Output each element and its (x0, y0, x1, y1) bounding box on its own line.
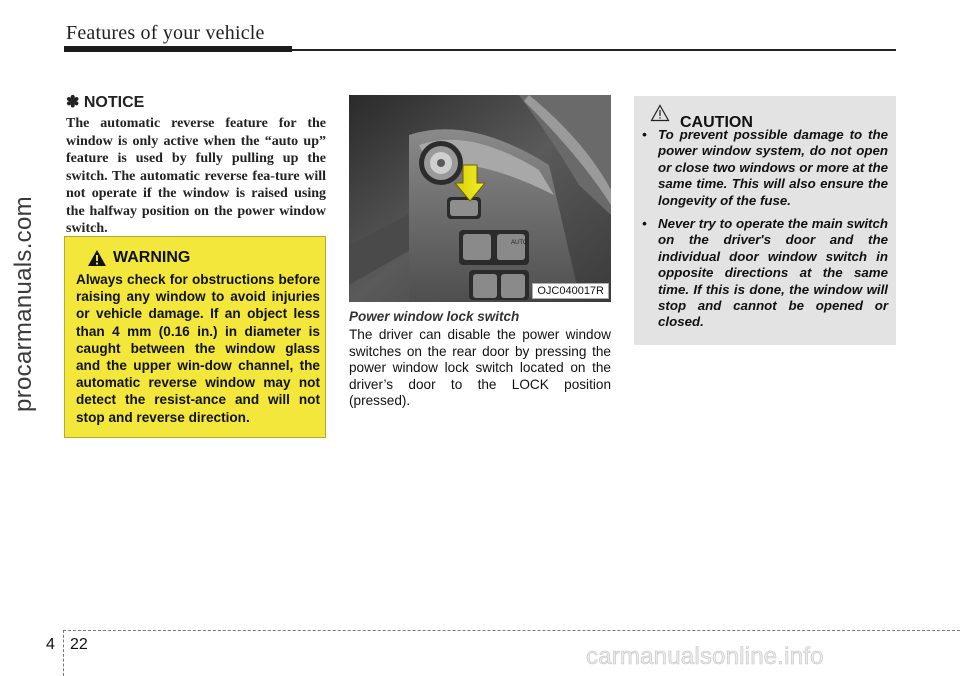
notice-body: The automatic reverse feature for the window is only active when the “auto up” feature is used by fully pulling up the switch. The automatic reverse fea-ture will not operate if the window is raised using the halfway position on the power window switch. (66, 116, 326, 236)
footer-divider (63, 630, 64, 676)
auto-label: AUTO (511, 240, 528, 246)
bullet: • (642, 216, 647, 232)
warning-triangle-icon (87, 249, 107, 267)
caution-item (642, 216, 888, 331)
caution-item-text: Never try to operate the main switch on the driver's door and the individual door window switch in opposite directions at the same time. If this is done, the window will stop and cannot be opened or closed. (658, 216, 888, 330)
caution-list (642, 127, 888, 338)
warning-heading (87, 249, 190, 267)
caution-item (642, 127, 888, 209)
caution-triangle-icon (650, 104, 670, 122)
door-switch-illustration (349, 95, 611, 302)
notice-symbol: ✽ (66, 94, 80, 111)
caution-title: CAUTION (680, 114, 753, 131)
caution-box (634, 96, 896, 345)
warning-box (64, 236, 326, 438)
caution-heading (650, 104, 753, 131)
bottom-watermark: carmanualsonline.info (586, 643, 824, 670)
warning-body: Always check for obstructions before raising any window to avoid injuries or vehicle damage. If an object less than 4 mm (0.16 in.) in diameter is caught between the window glass and the upper win-dow channel, the automatic reverse window may not detect the resist-ance and will not stop and reverse direction. (76, 272, 320, 425)
page-number: 22 (70, 636, 88, 653)
door-switch-photo (349, 95, 611, 302)
page-header-title: Features of your vehicle (66, 22, 265, 44)
chapter-number: 4 (46, 636, 55, 653)
bullet: • (642, 127, 647, 142)
photo-caption: OJC040017R (532, 283, 609, 299)
notice-title: NOTICE (83, 94, 145, 111)
section-subheading: Power window lock switch (349, 309, 520, 324)
warning-title: WARNING (113, 249, 191, 266)
section-body: The driver can disable the power window switches on the rear door by pressing the power window lock switch located on the driver’s door to the LOCK position (pressed). (349, 327, 611, 409)
footer-rule (63, 630, 960, 631)
header-rule-accent (64, 46, 292, 52)
notice-heading (66, 92, 144, 112)
side-watermark: procarmanuals.com (10, 196, 37, 412)
caution-item-text: To prevent possible damage to the power window system, do not open or close two windows or more at the same time. This will also ensure the longevity of the fuse. (658, 127, 888, 208)
